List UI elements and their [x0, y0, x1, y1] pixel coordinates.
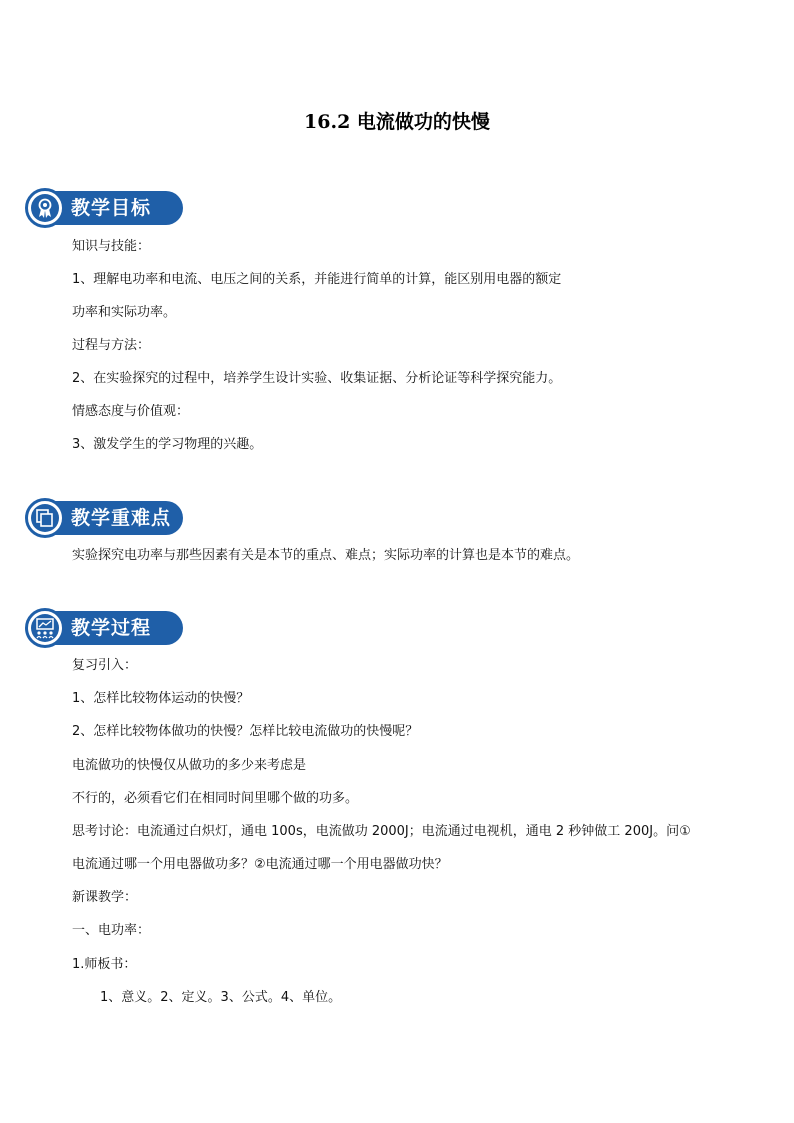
body-line: 2、怎样比较物体做功的快慢？怎样比较电流做功的快慢呢？	[72, 724, 419, 739]
body-line: 实验探究电功率与那些因素有关是本节的重点、难点；实际功率的计算也是本节的难点。	[72, 548, 580, 563]
body-line: 一、电功率：	[72, 923, 151, 938]
stacked-pages-icon	[34, 507, 56, 529]
body-line: 思考讨论：电流通过白炽灯，通电 100s，电流做功 2000J；电流通过电视机，通电 2 秒钟做工 200J。问①	[72, 824, 691, 839]
body-line: 新课教学：	[72, 890, 138, 905]
body-line: 不行的，必须看它们在相同时间里哪个做的功多。	[72, 791, 359, 806]
body-line: 知识与技能：	[72, 239, 151, 254]
section-header-key-points	[25, 498, 185, 538]
body-line: 电流通过哪一个用电器做功多？②电流通过哪一个用电器做功快？	[72, 857, 448, 872]
body-line: 3、激发学生的学习物理的兴趣。	[72, 437, 263, 452]
section-header-process	[25, 608, 185, 648]
body-line: 1、怎样比较物体运动的快慢？	[72, 691, 250, 706]
body-line: 功率和实际功率。	[72, 305, 177, 320]
body-line: 情感态度与价值观：	[72, 404, 190, 419]
page-title: 16.2 电流做功的快慢	[304, 111, 490, 133]
body-line: 过程与方法：	[72, 338, 151, 353]
section-header-objectives	[25, 188, 185, 228]
section-heading: 教学过程	[71, 617, 152, 639]
body-line: 1、理解电功率和电流、电压之间的关系，并能进行简单的计算，能区别用电器的额定	[72, 272, 562, 287]
presentation-board-icon	[34, 617, 56, 639]
award-ribbon-icon	[34, 197, 56, 219]
section-heading: 教学重难点	[71, 507, 172, 529]
body-line: 复习引入：	[72, 658, 138, 673]
body-line: 1.师板书：	[72, 957, 137, 972]
body-line: 2、在实验探究的过程中，培养学生设计实验、收集证据、分析论证等科学探究能力。	[72, 371, 562, 386]
section-heading: 教学目标	[71, 197, 152, 219]
body-line: 电流做功的快慢仅从做功的多少来考虑是	[72, 758, 307, 773]
body-line: 1、意义。2、定义。3、公式。4、单位。	[100, 990, 342, 1005]
